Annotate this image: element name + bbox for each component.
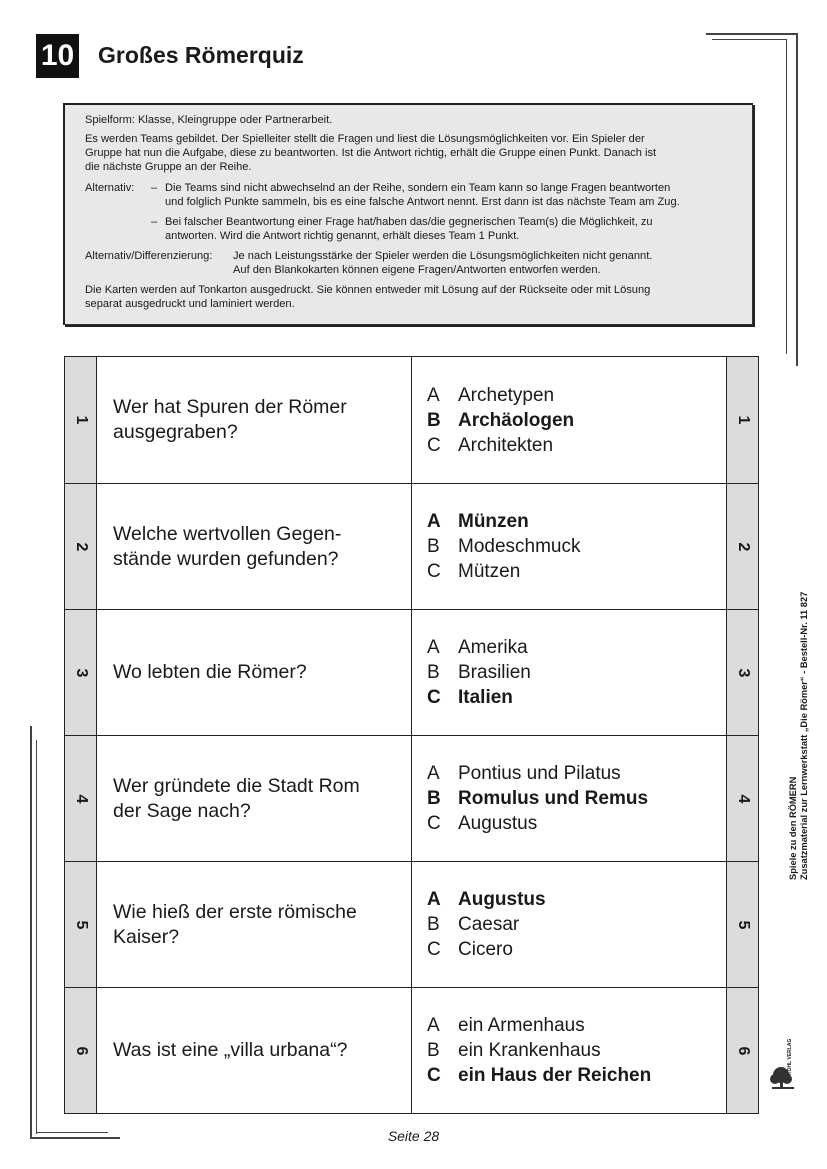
question-line-2: stände wurden gefunden? <box>113 547 339 570</box>
card-number-right <box>726 610 758 735</box>
cards-note-line-1: Die Karten werden auf Tonkarton ausgedruckt. Sie können entweder mit Lösung auf der Rückseite oder mit Lösung <box>85 284 651 296</box>
answer-option-correct <box>427 685 726 710</box>
alternative-2-line-1: Bei falscher Beantwortung einer Frage hat/haben das/die gegnerischen Team(s) die Möglichkeit, zu <box>165 216 653 228</box>
alternative-1-line-2: und folglich Punkte sammeln, bis es eine falsche Antwort nennt. Erst dann ist das nächste Team am Zug. <box>165 196 680 208</box>
quiz-cards-table <box>64 356 759 1114</box>
question-line-1: Wer gründete die Stadt Rom <box>113 774 360 797</box>
answer-letter: B <box>427 662 440 683</box>
answer-letter: B <box>427 1040 440 1061</box>
card-number-label: 4 <box>72 794 90 803</box>
instructions-box <box>63 103 753 325</box>
bullet-dash: – <box>151 182 158 194</box>
answer-text: Brasilien <box>458 662 531 683</box>
card-number-right <box>726 988 758 1113</box>
card-number-label: 6 <box>72 1046 90 1055</box>
card-answers <box>412 610 726 735</box>
answer-option-correct <box>427 1063 726 1088</box>
answer-text: ein Krankenhaus <box>458 1040 601 1061</box>
card-question <box>97 357 412 483</box>
quiz-card-row <box>65 861 758 987</box>
card-number-label: 1 <box>734 415 752 425</box>
frame-line-right <box>796 33 798 366</box>
card-number-right <box>726 484 758 609</box>
answer-letter: A <box>427 889 441 910</box>
answer-letter: A <box>427 511 441 532</box>
question-line-1: Welche wertvollen Gegen- <box>113 522 342 545</box>
differentiation-line-1: Je nach Leistungsstärke der Spieler werden die Lösungsmöglichkeiten nicht genannt. <box>233 250 653 262</box>
card-number-label: 5 <box>734 920 752 929</box>
answer-letter: C <box>427 434 441 456</box>
answer-option <box>427 433 726 458</box>
card-number-label: 3 <box>734 668 752 677</box>
page-number: Seite 28 <box>387 1128 440 1144</box>
answer-text: Italien <box>458 687 513 708</box>
side-note-line-1: Spiele zu den RÖMERN <box>788 776 798 880</box>
frame-line-right-inner <box>786 39 787 354</box>
publisher-side-note <box>788 592 810 880</box>
card-question <box>97 862 412 987</box>
card-answers <box>412 988 726 1113</box>
publisher-logo <box>768 1065 798 1091</box>
answer-text: Cicero <box>458 939 513 960</box>
answer-text: Pontius und Pilatus <box>458 763 621 784</box>
answer-text: Augustus <box>458 813 538 834</box>
answer-letter: A <box>427 637 440 658</box>
card-number-left <box>65 736 97 861</box>
answer-option <box>427 1038 726 1063</box>
answer-text: Augustus <box>458 889 546 910</box>
answer-text: ein Haus der Reichen <box>458 1065 652 1086</box>
card-number-left <box>65 610 97 735</box>
answer-option <box>427 912 726 937</box>
answer-option-correct <box>427 509 726 534</box>
card-question <box>97 484 412 609</box>
answer-letter: C <box>427 561 441 582</box>
quiz-card-row <box>65 987 758 1113</box>
answer-text: Modeschmuck <box>458 536 581 557</box>
chapter-number-badge: 10 <box>36 34 79 78</box>
answer-letter: A <box>427 763 440 784</box>
question-line-2: der Sage nach? <box>113 799 251 822</box>
alternative-2-line-2: antworten. Wird die Antwort richtig genannt, erhält dieses Team 1 Punkt. <box>165 230 520 242</box>
card-number-label: 4 <box>734 794 752 803</box>
answer-letter: B <box>427 914 440 935</box>
intro-line-2: Gruppe hat nun die Aufgabe, diese zu beantworten. Ist die Antwort richtig, erhält die Gruppe einen Punkt. Danach ist <box>85 147 657 159</box>
answer-text: Amerika <box>458 637 528 658</box>
answer-letter: B <box>427 409 441 431</box>
answer-option <box>427 660 726 685</box>
answer-option-correct <box>427 408 726 433</box>
alternative-1-line-1: Die Teams sind nicht abwechselnd an der Reihe, sondern ein Team kann so lange Fragen beantworten <box>165 182 671 194</box>
question-line-1: Was ist eine „villa urbana“? <box>113 1039 348 1061</box>
answer-letter: C <box>427 813 441 834</box>
answer-text: Archäologen <box>458 409 575 431</box>
answer-text: Mützen <box>458 561 521 582</box>
card-number-left <box>65 357 97 483</box>
card-number-label: 3 <box>72 668 90 677</box>
answer-option <box>427 559 726 584</box>
answer-letter: C <box>427 687 441 708</box>
quiz-card-row <box>65 609 758 735</box>
answer-text: Architekten <box>458 434 554 456</box>
question-line-1: Wie hieß der erste römische <box>113 900 357 923</box>
differentiation-line-2: Auf den Blankokarten können eigene Fragen/Antworten entworfen werden. <box>233 264 601 276</box>
frame-line-left-inner <box>36 740 37 1134</box>
card-question <box>97 610 412 735</box>
answer-letter: C <box>427 1065 441 1086</box>
answer-text: Caesar <box>458 914 520 935</box>
answer-text: ein Armenhaus <box>458 1015 585 1036</box>
quiz-card-row <box>65 735 758 861</box>
answer-option <box>427 937 726 962</box>
card-answers <box>412 357 726 483</box>
answer-option-correct <box>427 887 726 912</box>
answer-option <box>427 811 726 836</box>
quiz-card-row <box>65 357 758 483</box>
answer-option <box>427 534 726 559</box>
answer-letter: A <box>427 1015 440 1036</box>
answer-letter: A <box>427 384 440 406</box>
answer-text: Archetypen <box>458 384 555 406</box>
answer-option <box>427 1013 726 1038</box>
question-line-1: Wo lebten die Römer? <box>113 661 307 683</box>
card-number-label: 2 <box>734 542 752 551</box>
card-answers <box>412 736 726 861</box>
card-answers <box>412 484 726 609</box>
question-line-1: Wer hat Spuren der Römer <box>113 396 347 418</box>
card-question <box>97 736 412 861</box>
game-form-text: Spielform: Klasse, Kleingruppe oder Partnerarbeit. <box>85 114 333 126</box>
alternative-label: Alternativ: <box>85 182 135 194</box>
answer-letter: C <box>427 939 441 960</box>
frame-line-top <box>706 33 798 35</box>
differentiation-label: Alternativ/Differenzierung: <box>85 250 213 262</box>
answer-text: Münzen <box>458 511 529 532</box>
card-number-right <box>726 736 758 861</box>
frame-line-top-inner <box>712 39 786 40</box>
answer-letter: B <box>427 788 441 809</box>
card-answers <box>412 862 726 987</box>
card-number-left <box>65 862 97 987</box>
publisher-logo-text: KOHL VERLAG <box>787 1038 793 1075</box>
card-number-left <box>65 988 97 1113</box>
card-number-right <box>726 357 758 483</box>
answer-letter: B <box>427 536 440 557</box>
answer-option <box>427 761 726 786</box>
intro-line-3: die nächste Gruppe an der Reihe. <box>85 161 252 173</box>
answer-text: Romulus und Remus <box>458 788 649 809</box>
side-note-line-2: Zusatzmaterial zur Lernwerkstatt „Die Römer“ - Bestell-Nr. 11 827 <box>799 591 809 880</box>
card-question <box>97 988 412 1113</box>
card-number-label: 1 <box>72 415 90 425</box>
quiz-card-row <box>65 483 758 609</box>
card-number-left <box>65 484 97 609</box>
answer-option-correct <box>427 786 726 811</box>
card-number-label: 5 <box>72 920 90 929</box>
cards-note-line-2: separat ausgedruckt und laminiert werden. <box>85 298 295 310</box>
answer-option <box>427 383 726 408</box>
bullet-dash: – <box>151 216 158 228</box>
card-number-label: 2 <box>72 542 90 551</box>
card-number-label: 6 <box>734 1046 752 1055</box>
answer-option <box>427 635 726 660</box>
page-title: Großes Römerquiz <box>98 42 304 68</box>
frame-line-left <box>30 726 32 1139</box>
question-line-2: ausgegraben? <box>113 421 238 443</box>
card-number-right <box>726 862 758 987</box>
question-line-2: Kaiser? <box>113 925 180 948</box>
intro-line-1: Es werden Teams gebildet. Der Spielleiter stellt die Fragen und liest die Lösungsmöglichkeiten vor. Ein Spieler der <box>85 133 645 145</box>
